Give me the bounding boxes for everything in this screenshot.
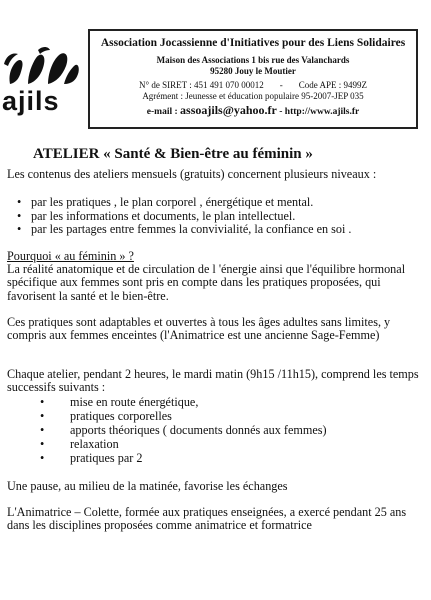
address-line-2: 95280 Jouy le Moutier — [210, 66, 296, 76]
organization-name: Association Jocassienne d'Initiatives pour des Liens Solidaires — [100, 37, 406, 49]
list-item: • pratiques par 2 — [40, 451, 327, 465]
steps-list — [40, 395, 327, 465]
page-title: ATELIER « Santé & Bien-être au féminin » — [33, 146, 313, 162]
section-heading-why: Pourquoi « au féminin » ? — [7, 249, 134, 263]
contact-line — [90, 104, 416, 119]
list-item: • mise en route énergétique, — [40, 395, 327, 409]
levels-list — [17, 196, 351, 237]
separator: - — [279, 107, 283, 117]
why-paragraph: La réalité anatomique et de circulation de l 'énergie ainsi que l'équilibre hormonal spécifique aux femmes sont pris en compte dans les pratiques proposées, qui favorisent la santé et le bien-être. — [7, 262, 406, 303]
list-item: • pratiques corporelles — [40, 409, 327, 423]
practices-paragraph: Ces pratiques sont adaptables et ouvertes à tous les âges adultes sans limites, y compris aux femmes enceintes (l'Animatrice est une ancienne Sage-Femme) — [7, 315, 391, 343]
email-link[interactable]: assoajils@yahoo.fr — [180, 103, 277, 117]
list-item: • apports théoriques ( documents donnés aux femmes) — [40, 423, 327, 437]
schedule-paragraph: Chaque atelier, pendant 2 heures, le mardi matin (9h15 /11h15), comprend les temps successifs suivants : — [7, 367, 419, 395]
list-item: • relaxation — [40, 437, 327, 451]
list-item: • par les pratiques , le plan corporel , énergétique et mental. — [17, 196, 351, 210]
agrement-line: Agrément : Jeunesse et éducation populaire 95-2007-JEP 035 — [142, 91, 364, 101]
ape-code: Code APE : 9499Z — [298, 80, 367, 90]
list-item: • par les partages entre femmes la convivialité, la confiance en soi . — [17, 223, 351, 237]
figures-icon — [2, 44, 82, 88]
logo-text: ajils — [2, 86, 60, 116]
website-link[interactable]: http://www.ajils.fr — [284, 107, 360, 117]
pause-paragraph: Une pause, au milieu de la matinée, favorise les échanges — [7, 479, 288, 493]
siret-number: N° de SIRET : 451 491 070 00012 — [139, 80, 264, 90]
address-line-1: Maison des Associations 1 bis rue des Valanchards — [156, 55, 350, 65]
email-label: e-mail : — [146, 107, 178, 117]
letterhead-box — [88, 29, 418, 129]
separator: - — [279, 80, 283, 90]
intro-paragraph: Les contenus des ateliers mensuels (gratuits) concernent plusieurs niveaux : — [7, 167, 377, 181]
registration-line — [90, 80, 416, 91]
animatrice-paragraph: L'Animatrice – Colette, formée aux pratiques enseignées, a exercé pendant 25 ans dans les disciplines proposées comme animatrice et formatrice — [7, 505, 407, 533]
list-item: • par les informations et documents, le plan intellectuel. — [17, 210, 351, 224]
